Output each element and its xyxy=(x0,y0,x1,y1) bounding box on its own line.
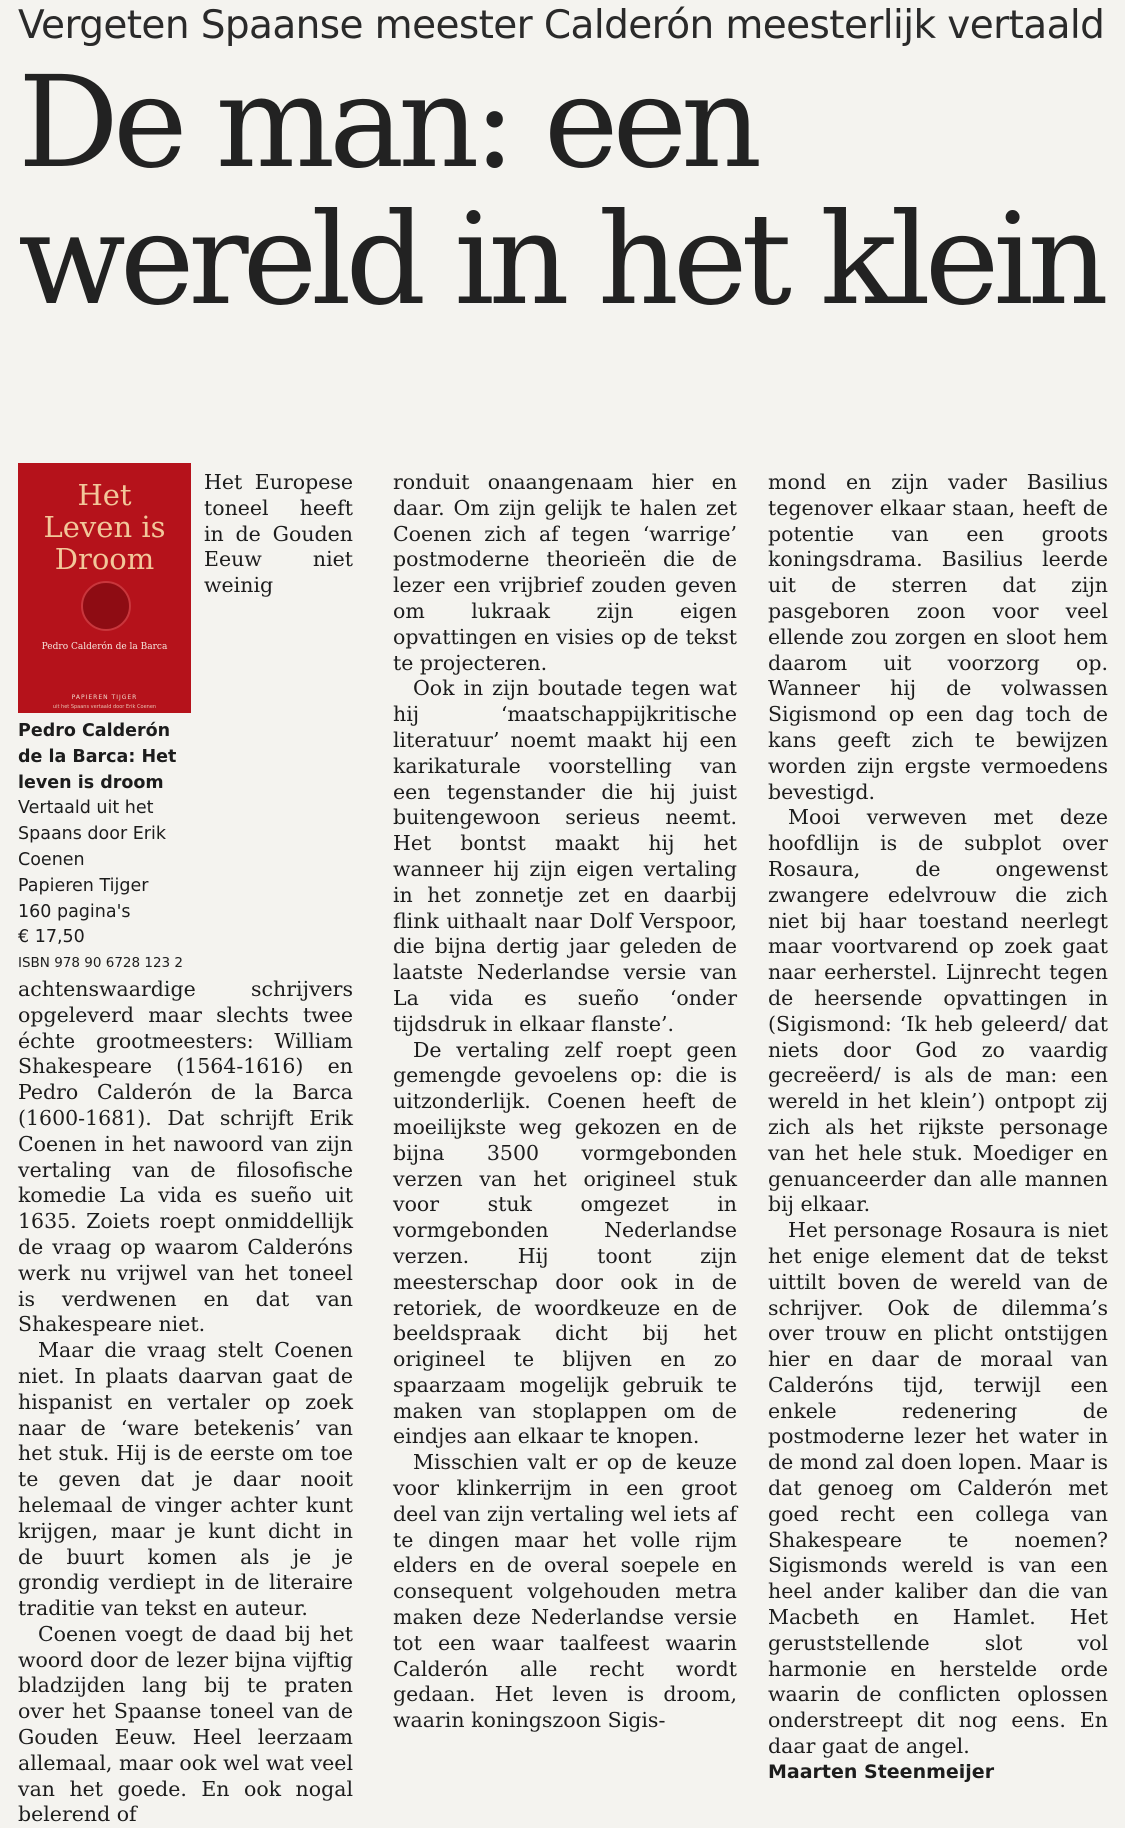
book-info-box xyxy=(18,719,191,977)
book-info-title: leven is droom xyxy=(18,772,164,793)
author-byline: Maarten Steenmeijer xyxy=(768,1760,995,1783)
book-info-translation: Coenen xyxy=(18,849,85,870)
cover-author: Pedro Calderón de la Barca xyxy=(41,642,168,652)
article-paragraph: De vertaling zelf roept geen gemengde gevoelens op: die is uitzonderlijk. Coenen heeft de moeilijkste weg gekozen en de bijna 3500 vormgebonden verzen van het origineel stuk voor stuk omgezet in vormgebonden Nederlandse verzen. Hij toont zijn meesterschap door ook in de retoriek, de woordkeuze en de beeldspraak dicht bij het origineel te blijven en zo spaarzaam mogelijk gebruik te maken van stoplappen om de eindjes aan elkaar te knopen. xyxy=(393,1037,737,1449)
book-cover xyxy=(18,463,191,713)
article-column-3 xyxy=(768,470,1108,1786)
book-info-price: € 17,50 xyxy=(18,927,85,948)
article-paragraph: Mooi verweven met deze hoofdlijn is de subplot over Rosaura, de ongewenst zwangere edelvrouw die zich niet bij haar toestand neerlegt maar voortvarend op zoek gaat naar eerherstel. Lijnrecht tegen de heersende opvattingen in (Sigismond: ‘Ik heb geleerd/ dat niets door God zo vaardig gecreëerd/ is als de man: een wereld in het klein’) ontpopt zij zich als het rijkste personage van het hele stuk. Moediger en genuanceerder dan alle mannen bij elkaar. xyxy=(768,805,1108,1217)
kicker-headline: Vergeten Spaanse meester Calderón meesterlijk vertaald xyxy=(18,3,1105,48)
book-info-pages: 160 pagina's xyxy=(18,901,131,922)
article-paragraph: Het personage Rosaura is niet het enige element dat de tekst uittilt boven de wereld van de schrijver. Ook de dilemma’s over trouw en plicht ontstijgen hier en daar de moraal van Calderóns tijd, terwijl een enkele redenering de postmoderne lezer het water in de mond zal doen lopen. Maar is dat genoeg om Calderón met goed recht een collega van Shakespeare te noemen? Sigismonds wereld is van een heel ander kaliber dan die van Macbeth en Hamlet. Het geruststellende slot vol harmonie en herstelde orde waarin de conflicten oplossen onderstreept dit nog eens. En daar gaat de angel. xyxy=(768,1218,1108,1759)
headline-line-2: wereld in het klein xyxy=(18,186,1103,333)
article-column-2 xyxy=(393,470,737,1734)
book-info-isbn: ISBN 978 90 6728 123 2 xyxy=(18,955,184,972)
cover-publisher: PAPIEREN TIJGER xyxy=(71,694,138,701)
book-info-title: de la Barca: Het xyxy=(18,746,177,767)
headline-line-1: De man: een xyxy=(18,49,757,196)
article-paragraph: Het Europese toneel heeft in de Gouden Eeuw niet weinig achtenswaardige schrijvers opgeleverd maar slechts twee échte grootmeesters: William Shakespeare (1564-1616) en Pedro Calderón de la Barca (1600-1681). Dat schrijft Erik Coenen in het nawoord van zijn vertaling van de filosofische komedie La vida es sueño uit 1635. Zoiets roept onmiddellijk de vraag op waarom Calderóns werk nu vrijwel van het toneel is verdwenen en dat van Shakespeare niet. xyxy=(18,470,353,1337)
book-info-publisher: Papieren Tijger xyxy=(18,875,149,896)
cover-title-line: Het xyxy=(77,478,132,512)
article-paragraph: ronduit onaangenaam hier en daar. Om zijn gelijk te halen zet Coenen zich af tegen ‘warrige’ postmoderne theorieën die de lezer een vrijbrief zouden geven om lukraak zijn eigen opvattingen en visies op de tekst te projecteren. xyxy=(393,470,737,675)
book-info-translation: Vertaald uit het xyxy=(18,798,154,819)
article-column-1 xyxy=(18,470,353,1828)
article-paragraph: mond en zijn vader Basilius tegenover elkaar staan, heeft de potentie van een groots koningsdrama. Basilius leerde uit de sterren dat zijn pasgeboren zoon voor veel ellende zou zorgen en sloot hem daarom uit voorzorg op. Wanneer hij de volwassen Sigismond op een dag toch de kans geeft zich te bewijzen worden zijn ergste vermoedens bevestigd. xyxy=(768,470,1108,804)
article-paragraph: Coenen voegt de daad bij het woord door de lezer bijna vijftig bladzijden lang bij te praten over het Spaanse toneel van de Gouden Eeuw. Heel leerzaam allemaal, maar ook wel wat veel van het goede. En ook nogal belerend of xyxy=(18,1621,353,1827)
article-paragraph: Maar die vraag stelt Coenen niet. In plaats daarvan gaat de hispanist en vertaler op zoek naar de ‘ware betekenis’ van het stuk. Hij is de eerste om toe te geven dat je daar nooit helemaal de vinger achter kunt krijgen, maar je kunt dicht in de buurt komen als je je grondig verdiept in de literaire traditie van tekst en auteur. xyxy=(18,1338,353,1621)
article-paragraph: Misschien valt er op de keuze voor klinkerrijm in een groot deel van zijn vertaling wel iets af te dingen maar het volle rijm elders en de overal soepele en consequent volgehouden metra maken deze Nederlandse versie tot een waar taalfeest waarin Calderón alle recht wordt gedaan. Het leven is droom, waarin koningszoon Sigis- xyxy=(393,1450,737,1733)
cover-title-line: Leven is xyxy=(43,510,166,544)
book-info-title: Pedro Calderón xyxy=(18,721,171,741)
cover-portrait-image xyxy=(81,581,131,631)
cover-title xyxy=(18,479,191,575)
cover-title-line: Droom xyxy=(54,542,155,576)
article-paragraph: Ook in zijn boutade tegen wat hij ‘maatschappijkritische literatuur’ noemt maakt hij een karikaturale voorstelling van een tegenstander die hij juist buitengewoon serieus neemt. Het bontst maakt hij het wanneer hij zijn eigen vertaling in het zonnetje zet en daarbij flink uithaalt naar Dolf Verspoor, die bijna dertig jaar geleden de laatste Nederlandse versie van La vida es sueño ‘onder tijdsdruk in elkaar flanste’. xyxy=(393,676,737,1036)
book-info-translation: Spaans door Erik xyxy=(18,824,166,845)
cover-subtitle: uit het Spaans vertaald door Erik Coenen xyxy=(52,704,157,710)
